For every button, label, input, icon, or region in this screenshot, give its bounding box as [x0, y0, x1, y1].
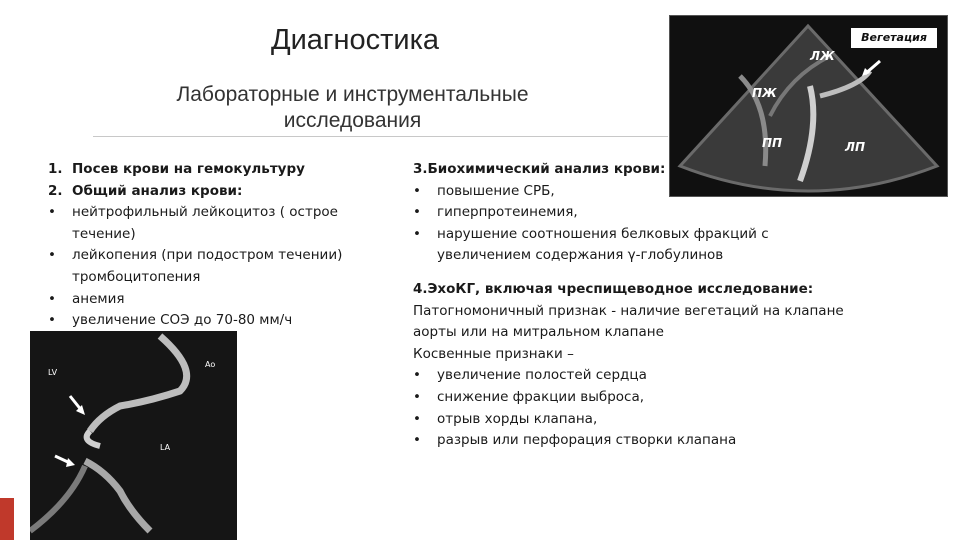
list-item-text: нейтрофильный лейкоцитоз ( острое течение)	[72, 204, 338, 242]
list-item	[413, 409, 873, 431]
list-item	[48, 245, 388, 288]
list-item-text: снижение фракции выброса,	[437, 388, 645, 405]
bullet: •	[413, 204, 421, 221]
list-item-text: увеличение СОЭ до 70-80 мм/ч	[72, 312, 293, 329]
list-item-text: нарушение соотношения белковых фракций с увеличением содержания γ-глобулинов	[437, 225, 769, 264]
list-item	[48, 181, 388, 203]
list-item	[48, 289, 388, 311]
list-item	[48, 159, 388, 181]
list-item	[413, 224, 827, 267]
lab-list	[48, 159, 388, 332]
spacer	[413, 267, 873, 279]
list-item-text: повышение СРБ,	[437, 182, 555, 199]
bullet: •	[413, 182, 421, 199]
bullet: •	[413, 367, 421, 384]
echo-label-ra: ПП	[762, 136, 783, 150]
list-marker: 2.	[48, 182, 63, 199]
echo-list	[413, 365, 873, 451]
list-item-text: лейкопения (при подостром течении) тромбоцитопения	[72, 247, 343, 285]
bullet: •	[413, 225, 421, 242]
biochem-list	[413, 181, 873, 267]
title-divider	[93, 136, 668, 137]
accent-bar	[0, 498, 14, 540]
list-item-text: Общий анализ крови:	[72, 182, 243, 199]
echo-image-bottom	[30, 331, 237, 540]
vegetation-label: Вегетация	[851, 28, 937, 48]
list-item	[413, 202, 873, 224]
echo-indirect-signs-label: Косвенные признаки –	[413, 345, 574, 362]
list-item	[48, 202, 388, 245]
slide-subtitle: Лабораторные и инструментальные исследования	[176, 83, 529, 132]
echo-label-ao: Ao	[205, 360, 216, 369]
list-item-text: анемия	[72, 290, 125, 307]
slide-title: Диагностика	[270, 24, 440, 56]
echo-label-la: ЛП	[845, 140, 866, 154]
list-item	[413, 181, 873, 203]
echo-label-lv: LV	[48, 368, 58, 377]
echo-label-la: LA	[160, 443, 171, 452]
bullet: •	[48, 247, 56, 264]
list-item-text: отрыв хорды клапана,	[437, 410, 598, 427]
bullet: •	[413, 432, 421, 449]
list-item-text: увеличение полостей сердца	[437, 367, 647, 384]
bullet: •	[413, 388, 421, 405]
echo-pathognomonic-text: Патогномоничный признак - наличие вегетаций на клапане аорты или на митральном клапане	[413, 302, 844, 341]
right-column	[413, 159, 873, 452]
bullet: •	[48, 290, 56, 307]
left-column	[48, 159, 388, 332]
biochem-heading: 3.Биохимический анализ крови:	[413, 161, 666, 177]
list-item-text: Посев крови на гемокультуру	[72, 161, 305, 177]
list-marker: 1.	[48, 161, 63, 177]
list-item-text: гиперпротеинемия,	[437, 204, 578, 221]
bullet: •	[48, 312, 56, 329]
bullet: •	[413, 410, 421, 427]
list-item	[413, 365, 873, 387]
list-item	[413, 430, 873, 452]
bullet: •	[48, 204, 56, 221]
echo-label-lv: ЛЖ	[810, 49, 835, 63]
echo-heading: 4.ЭхоКГ, включая чреспищеводное исследование:	[413, 280, 814, 297]
list-item	[48, 310, 388, 332]
list-item-text: разрыв или перфорация створки клапана	[437, 432, 737, 449]
echo-label-rv: ПЖ	[752, 86, 777, 100]
list-item	[413, 387, 873, 409]
